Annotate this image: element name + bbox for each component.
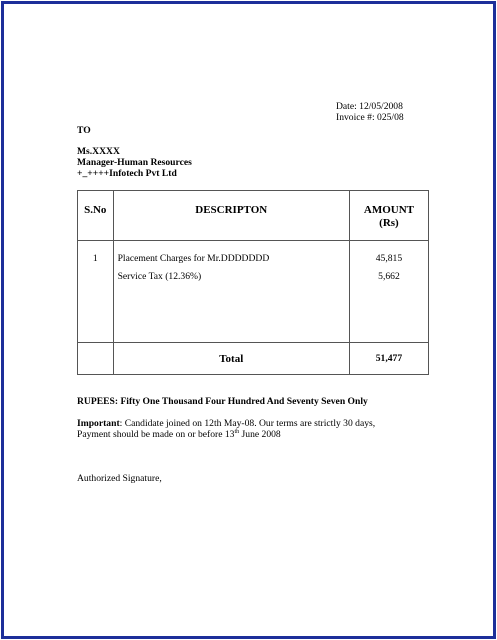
recipient-address bbox=[77, 146, 192, 179]
body-amount-cell bbox=[349, 241, 428, 343]
table-total-row bbox=[78, 343, 429, 375]
rupees-label: RUPEES: bbox=[77, 396, 119, 407]
body-description-cell bbox=[113, 241, 349, 343]
invoice-number: Invoice #: 025/08 bbox=[336, 112, 404, 123]
header-description: DESCRIPTON bbox=[195, 204, 268, 216]
header-amount-line1: AMOUNT bbox=[363, 204, 414, 216]
row-1-sno: 1 bbox=[92, 253, 98, 264]
header-sno-cell bbox=[78, 191, 114, 241]
invoice-meta bbox=[336, 101, 404, 123]
total-amount: 51,477 bbox=[375, 353, 403, 364]
amount-in-words bbox=[77, 396, 368, 407]
important-line2-post: June 2008 bbox=[239, 429, 281, 440]
invoice-table bbox=[77, 190, 429, 375]
authorized-signature: Authorized Signature, bbox=[77, 473, 162, 484]
recipient-title: Manager-Human Resources bbox=[77, 157, 192, 168]
total-amount-cell bbox=[349, 343, 428, 375]
table-body-row bbox=[78, 241, 429, 343]
important-line1 bbox=[77, 418, 375, 429]
important-line2 bbox=[77, 429, 375, 440]
header-amount-cell bbox=[349, 191, 428, 241]
recipient-name: Ms.XXXX bbox=[77, 146, 120, 157]
rupees-text: Fifty One Thousand Four Hundred And Seventy Seven Only bbox=[118, 396, 368, 407]
to-label: TO bbox=[77, 125, 91, 136]
row-1-description: Placement Charges for Mr.DDDDDDD bbox=[117, 253, 270, 264]
important-line2-pre: Payment should be made on or before 13 bbox=[77, 429, 235, 440]
total-label-cell bbox=[113, 343, 349, 375]
table-header-row bbox=[78, 191, 429, 241]
header-sno: S.No bbox=[84, 204, 107, 216]
row-2-amount: 5,662 bbox=[378, 271, 400, 282]
recipient-company: +_++++Infotech Pvt Ltd bbox=[77, 168, 177, 179]
header-description-cell bbox=[113, 191, 349, 241]
important-note bbox=[77, 418, 375, 440]
header-amount bbox=[350, 204, 428, 230]
important-label: Important bbox=[77, 418, 120, 429]
row-2-description: Service Tax (12.36%) bbox=[117, 271, 202, 282]
important-line1-text: : Candidate joined on 12th May-08. Our terms are strictly 30 days, bbox=[119, 418, 376, 429]
total-label: Total bbox=[219, 353, 244, 365]
invoice-date: Date: 12/05/2008 bbox=[336, 101, 403, 112]
body-sno-cell bbox=[78, 241, 114, 343]
important-line2-sup: th bbox=[234, 428, 240, 435]
header-amount-line2: (Rs) bbox=[379, 217, 399, 229]
total-empty-cell bbox=[78, 343, 114, 375]
row-1-amount: 45,815 bbox=[375, 253, 403, 264]
